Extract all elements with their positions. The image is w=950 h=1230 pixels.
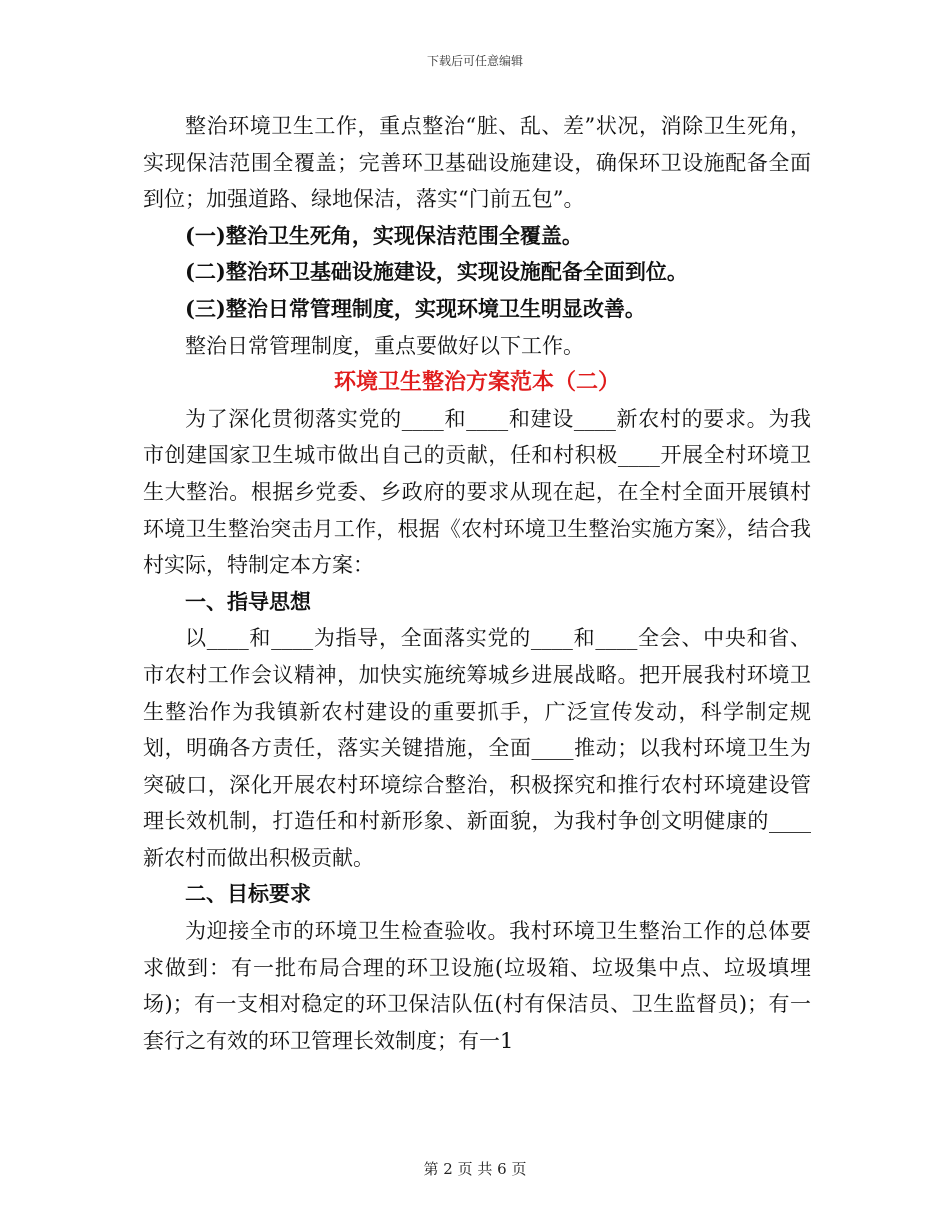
page-header: 下载后可任意编辑 [426,54,523,68]
paragraph-1: 为了深化贯彻落实党的____和____和建设____新农村的要求。为我市创建国家卫生城市做出自己的贡献，任和村积极____开展全村环境卫生大整治。根据乡党委、乡政府的要求从现在起，在全村全面开展镇村环境卫生整治突击月工作，根据《农村环境卫生整治实施方案》，结合我村实际，特制定本方案： [143,406,811,578]
item-3-heading: (三)整治日常管理制度，实现环境卫生明显改善。 [185,295,646,321]
document-title: 环境卫生整治方案范本（二） [333,369,620,396]
paragraph-3: 为迎接全市的环境卫生检查验收。我村环境卫生整治工作的总体要求做到：有一批布局合理的环卫设施(垃圾箱、垃圾集中点、垃圾填埋场)；有一支相对稳定的环卫保洁队伍(村有保洁员、卫生监督员)；有一套行之有效的环卫管理长效制度；有一1 [143,919,811,1053]
intro-paragraph: 整治环境卫生工作，重点整治“脏、乱、差”状况，消除卫生死角，实现保洁范围全覆盖；完善环卫基础设施建设，确保环卫设施配备全面到位；加强道路、绿地保洁，落实“门前五包”。 [143,114,811,212]
section-2-heading: 二、目标要求 [185,881,311,907]
page-footer: 第 2 页 共 6 页 [423,1160,527,1178]
item-2-heading: (二)整治环卫基础设施建设，实现设施配备全面到位。 [185,259,688,285]
section-1-heading: 一、指导思想 [185,588,311,614]
item-1-heading: (一)整治卫生死角，实现保洁范围全覆盖。 [185,222,583,248]
item-3-paragraph: 整治日常管理制度，重点要做好以下工作。 [185,333,584,358]
paragraph-2: 以____和____为指导，全面落实党的____和____全会、中央和省、市农村工作会议精神，加快实施统筹城乡进展战略。把开展我村环境卫生整治作为我镇新农村建设的重要抓手，广泛宣传发动，科学制定规划，明确各方责任，落实关键措施，全面____推动；以我村环境卫生为突破口，深化开展农村环境综合整治，积极探究和推行农村环境建设管理长效机制，打造任和村新形象、新面貌，为我村争创文明健康的____新农村而做出积极贡献。 [143,626,811,870]
document-body [143,108,811,1059]
